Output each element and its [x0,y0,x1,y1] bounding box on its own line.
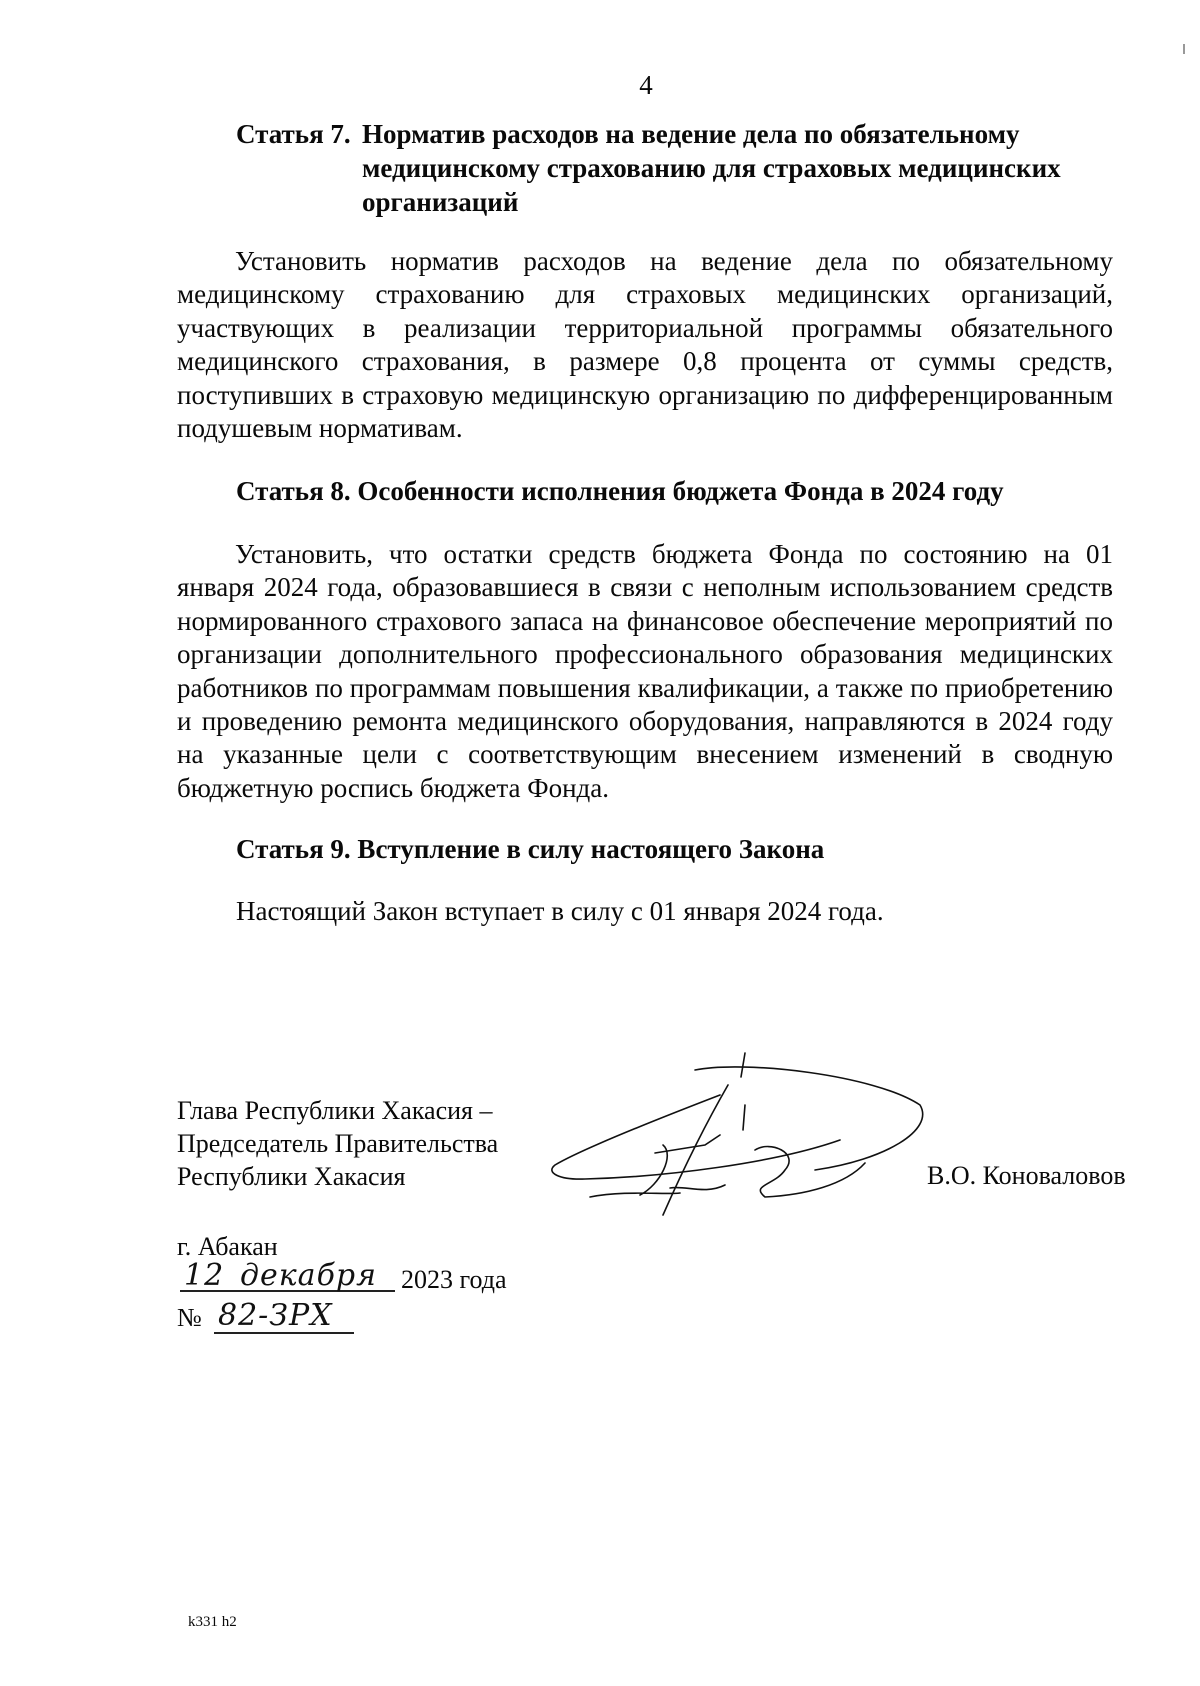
article-7-body [177,245,1113,445]
handwritten-signature [545,1045,935,1225]
signatory-position [177,1094,498,1193]
article-7-title-line: организаций [362,187,519,217]
signatory-position-line: Республики Хакасия [177,1162,406,1191]
date-handwritten-day: 12 [184,1258,225,1293]
footer-code: k331 h2 [188,1614,237,1630]
signatory-position-line: Глава Республики Хакасия – [177,1096,493,1125]
date-handwritten-month: декабря [240,1258,377,1293]
article-8-text: Установить, что остатки средств бюджета Фонда по состоянию на 01 января 2024 года, образовавшиеся в связи с неполным использованием средств нормированного страхового запаса на финансовое обеспечение мероприятий по организации дополнительного профессионального образования медицинских работников по программам повышения квалификации, а также по приобретению и проведению ремонта медицинского оборудования, направляются в 2024 году на указанные цели с соответствующим внесением изменений в сводную бюджетную роспись бюджета Фонда. [177,539,1113,803]
article-9-title-text: Статья 9. Вступление в силу настоящего Закона [236,834,825,864]
article-8-body [177,538,1113,805]
article-9-body: Настоящий Закон вступает в силу с 01 января 2024 года. [236,896,884,926]
signatory-name: В.О. Коноваловов [927,1161,1126,1190]
article-7-title [236,117,1106,219]
date-year: 2023 года [401,1265,507,1294]
article-7-prefix: Статья 7. [236,119,351,149]
page-number: 4 [639,70,653,100]
article-7-title-line: медицинскому страхованию для страховых медицинских [362,153,1061,183]
scan-mark [1183,44,1185,54]
place: г. Абакан [177,1232,278,1261]
number-label: № [177,1303,202,1332]
number-handwritten-value: 82-ЗРХ [218,1298,333,1333]
signatory-position-line: Председатель Правительства [177,1129,499,1158]
article-7-title-line: Норматив расходов на ведение дела по обязательному [362,119,1020,149]
article-7-text: Установить норматив расходов на ведение дела по обязательному медицинскому страхованию для страховых медицинских организаций, участвующих в реализации территориальной программы обязательного медицинского страхования, в размере 0,8 процента от суммы средств, поступивших в страховую медицинскую организацию по дифференцированным подушевым нормативам. [177,246,1113,444]
article-8-title-text: Статья 8. Особенности исполнения бюджета Фонда в 2024 году [236,476,1004,506]
